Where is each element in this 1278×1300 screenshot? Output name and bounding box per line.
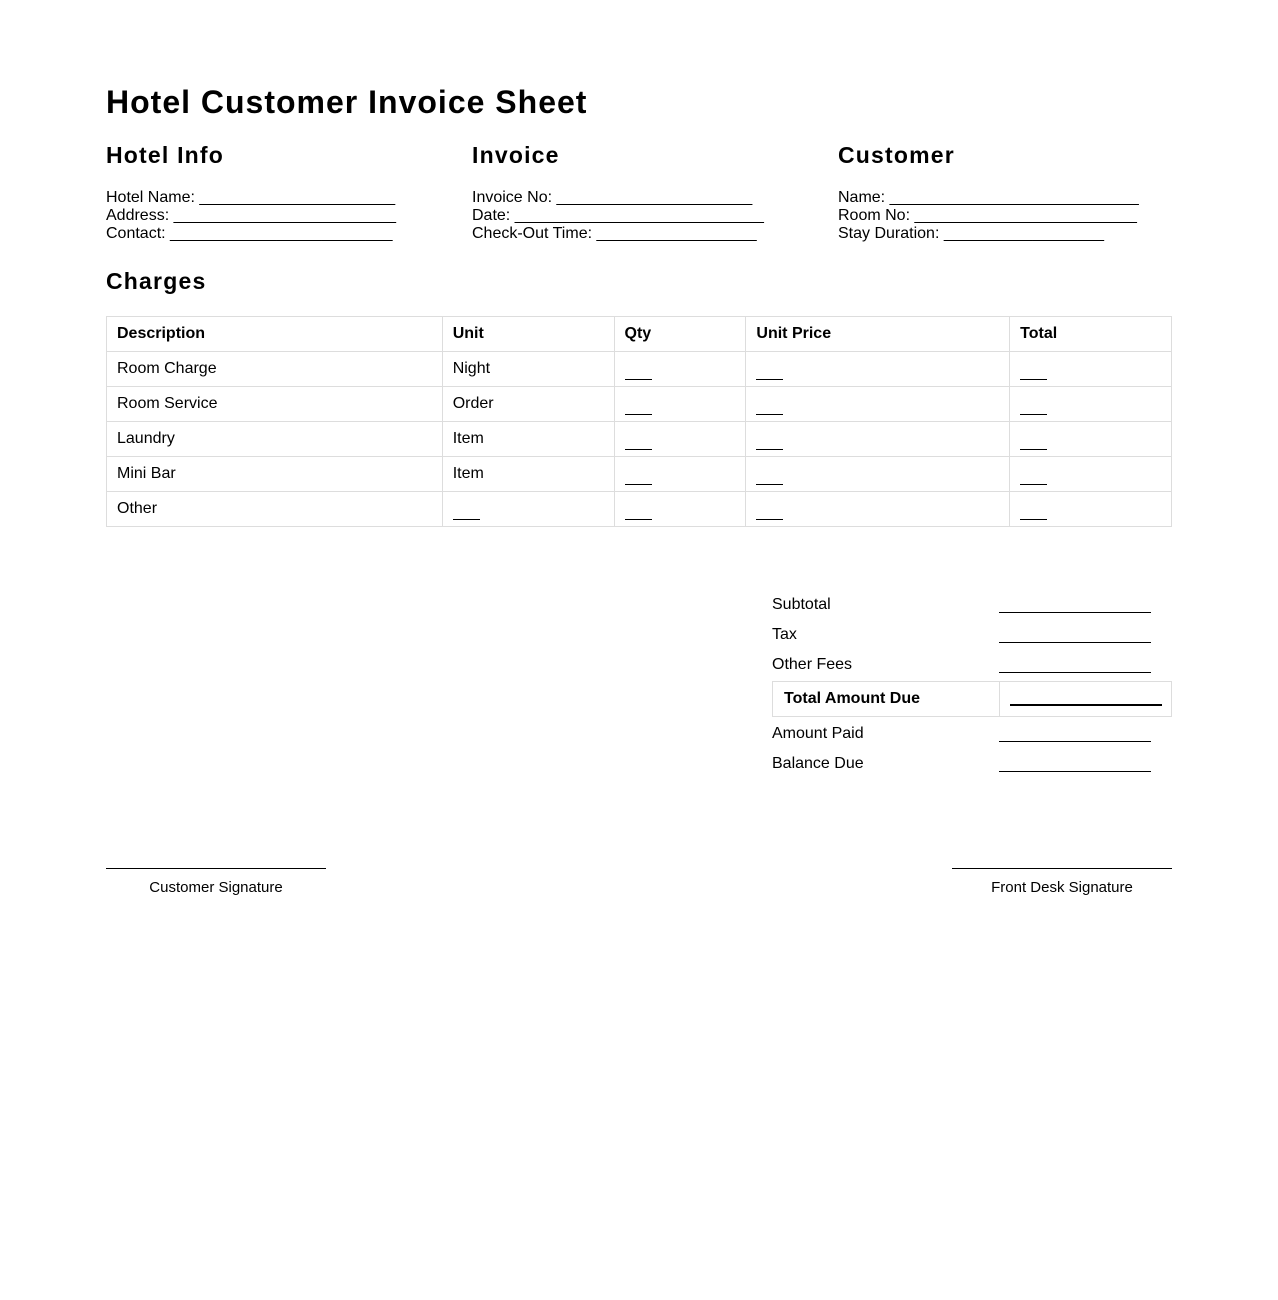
charges-table (106, 316, 1172, 527)
table-row: Laundry Item (107, 422, 1172, 457)
hotel-name-field[interactable]: Hotel Name: ______________________ (106, 189, 396, 206)
col-unit: Unit (442, 317, 614, 352)
unit-blank[interactable] (453, 505, 480, 520)
unit-price-blank[interactable] (756, 365, 783, 380)
hotel-info-heading: Hotel Info (106, 142, 225, 168)
customer-name-field[interactable]: Name: ____________________________ (838, 189, 1139, 206)
address-field[interactable]: Address: _________________________ (106, 207, 397, 224)
col-unit-price: Unit Price (746, 317, 1010, 352)
hotel-info-section (106, 142, 446, 243)
total-blank[interactable] (1020, 470, 1047, 485)
total-blank[interactable] (1020, 435, 1047, 450)
totals-summary (772, 590, 1172, 779)
front-desk-signature-line[interactable] (952, 868, 1172, 869)
other-fees-row: Other Fees (772, 650, 1172, 680)
qty-blank[interactable] (625, 365, 652, 380)
total-blank[interactable] (1020, 365, 1047, 380)
table-row: Room Service Order (107, 387, 1172, 422)
unit-price-blank[interactable] (756, 400, 783, 415)
customer-signature: Customer Signature (106, 868, 326, 896)
contact-field[interactable]: Contact: _________________________ (106, 225, 393, 242)
page-title: Hotel Customer Invoice Sheet (106, 84, 588, 120)
subtotal-blank[interactable] (999, 612, 1151, 613)
qty-blank[interactable] (625, 505, 652, 520)
table-row: Other (107, 492, 1172, 527)
col-total: Total (1010, 317, 1172, 352)
qty-blank[interactable] (625, 400, 652, 415)
charges-heading: Charges (106, 268, 207, 294)
customer-section (838, 142, 1178, 243)
other-fees-blank[interactable] (999, 672, 1151, 673)
amount-paid-blank[interactable] (999, 741, 1151, 742)
unit-price-blank[interactable] (756, 505, 783, 520)
qty-blank[interactable] (625, 435, 652, 450)
customer-signature-line[interactable] (106, 868, 326, 869)
table-row: Mini Bar Item (107, 457, 1172, 492)
balance-due-blank[interactable] (999, 771, 1151, 772)
date-field[interactable]: Date: ____________________________ (472, 207, 764, 224)
tax-blank[interactable] (999, 642, 1151, 643)
total-amount-due-row: Total Amount Due (772, 681, 1172, 717)
invoice-no-field[interactable]: Invoice No: ______________________ (472, 189, 753, 206)
customer-heading: Customer (838, 142, 955, 168)
total-blank[interactable] (1020, 400, 1047, 415)
room-no-field[interactable]: Room No: _________________________ (838, 207, 1137, 224)
tax-row: Tax (772, 620, 1172, 650)
unit-price-blank[interactable] (756, 435, 783, 450)
subtotal-row: Subtotal (772, 590, 1172, 620)
col-description: Description (107, 317, 443, 352)
unit-price-blank[interactable] (756, 470, 783, 485)
invoice-section (472, 142, 812, 243)
amount-paid-row: Amount Paid (772, 719, 1172, 749)
invoice-heading: Invoice (472, 142, 560, 168)
stay-duration-field[interactable]: Stay Duration: __________________ (838, 225, 1105, 242)
table-header-row (107, 317, 1172, 352)
table-row: Room Charge Night (107, 352, 1172, 387)
total-due-blank[interactable] (1010, 704, 1162, 706)
col-qty: Qty (614, 317, 746, 352)
balance-due-row: Balance Due (772, 749, 1172, 779)
qty-blank[interactable] (625, 470, 652, 485)
total-blank[interactable] (1020, 505, 1047, 520)
checkout-time-field[interactable]: Check-Out Time: __________________ (472, 225, 757, 242)
front-desk-signature: Front Desk Signature (952, 868, 1172, 896)
